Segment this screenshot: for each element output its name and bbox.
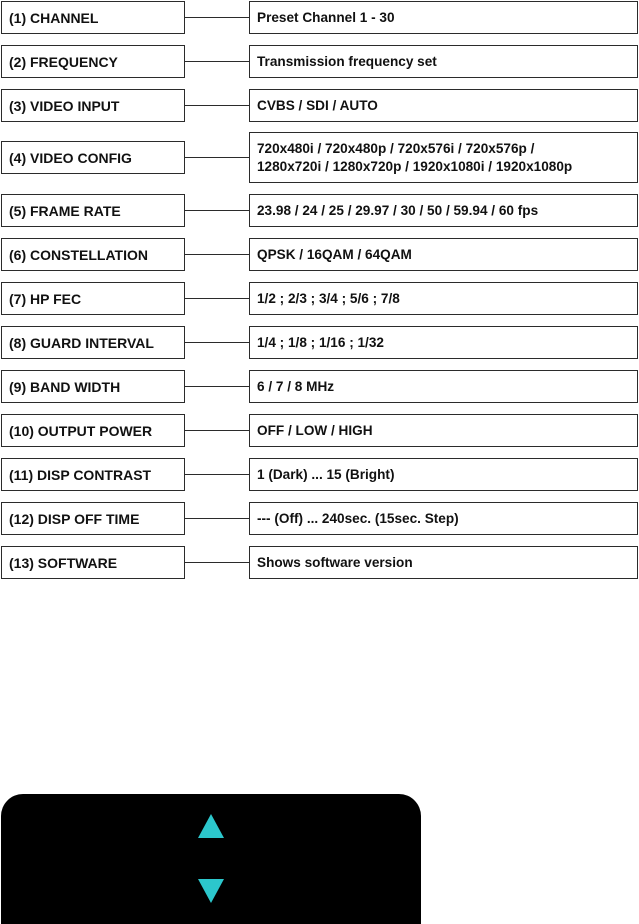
menu-item-label: (1) CHANNEL <box>1 1 185 34</box>
menu-item-label: (3) VIDEO INPUT <box>1 89 185 122</box>
connector-line <box>185 342 249 343</box>
menu-item-description: QPSK / 16QAM / 64QAM <box>249 238 638 271</box>
connector-line <box>185 105 249 106</box>
menu-item-description: CVBS / SDI / AUTO <box>249 89 638 122</box>
menu-item-label: (4) VIDEO CONFIG <box>1 141 185 174</box>
menu-item-label: (7) HP FEC <box>1 282 185 315</box>
connector-line <box>185 210 249 211</box>
connector-line <box>185 518 249 519</box>
connector-line <box>185 298 249 299</box>
menu-item-description: 23.98 / 24 / 25 / 29.97 / 30 / 50 / 59.94 / 60 fps <box>249 194 638 227</box>
connector-line <box>185 386 249 387</box>
menu-item-description: 6 / 7 / 8 MHz <box>249 370 638 403</box>
connector-line <box>185 254 249 255</box>
menu-item-description: Transmission frequency set <box>249 45 638 78</box>
connector-line <box>185 17 249 18</box>
menu-item-label: (11) DISP CONTRAST <box>1 458 185 491</box>
menu-item-label: (13) SOFTWARE <box>1 546 185 579</box>
menu-item-description: OFF / LOW / HIGH <box>249 414 638 447</box>
menu-item-label: (10) OUTPUT POWER <box>1 414 185 447</box>
menu-item-label: (5) FRAME RATE <box>1 194 185 227</box>
menu-item-label: (9) BAND WIDTH <box>1 370 185 403</box>
connector-line <box>185 430 249 431</box>
menu-item-description: --- (Off) ... 240sec. (15sec. Step) <box>249 502 638 535</box>
menu-item-label: (8) GUARD INTERVAL <box>1 326 185 359</box>
connector-line <box>185 474 249 475</box>
menu-item-description: 1 (Dark) ... 15 (Bright) <box>249 458 638 491</box>
menu-item-label: (12) DISP OFF TIME <box>1 502 185 535</box>
menu-item-label: (2) FREQUENCY <box>1 45 185 78</box>
connector-line <box>185 562 249 563</box>
menu-item-description: 720x480i / 720x480p / 720x576i / 720x576p / 1280x720i / 1280x720p / 1920x1080i / 1920x1080p <box>249 132 638 183</box>
menu-item-description: Preset Channel 1 - 30 <box>249 1 638 34</box>
menu-item-description: 1/4 ; 1/8 ; 1/16 ; 1/32 <box>249 326 638 359</box>
connector-line <box>185 61 249 62</box>
menu-item-description: Shows software version <box>249 546 638 579</box>
menu-item-label: (6) CONSTELLATION <box>1 238 185 271</box>
connector-line <box>185 157 249 158</box>
menu-item-description: 1/2 ; 2/3 ; 3/4 ; 5/6 ; 7/8 <box>249 282 638 315</box>
down-triangle-icon[interactable] <box>198 879 224 903</box>
up-triangle-icon[interactable] <box>198 814 224 838</box>
